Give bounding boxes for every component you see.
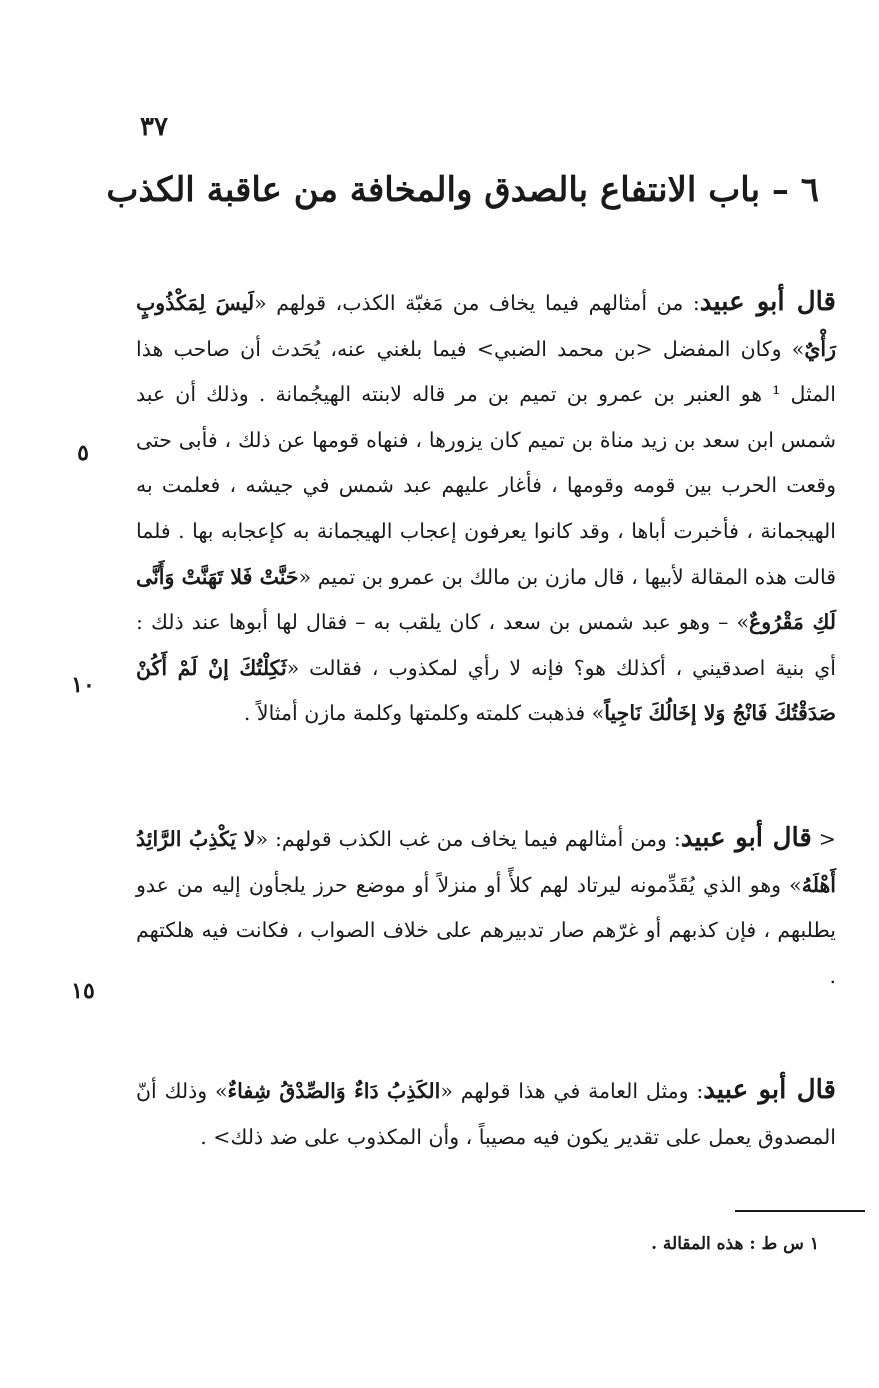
proverb-quote: ثَكِلْتُكَ إنْ لَمْ أَكُنْ صَدَقْتُكَ فَانْجُ وَلا إخَالُكَ نَاجِياً <box>136 655 836 726</box>
speaker-label: قال أبو عبيد <box>699 287 836 317</box>
margin-line-number: ١٠ <box>71 672 95 698</box>
speaker-colon: : <box>688 1079 704 1103</box>
footnote-divider <box>735 1210 865 1212</box>
paragraph-text: من أمثالهم فيما يخاف من مَغبّة الكذب، قولهم « <box>254 291 684 315</box>
paragraph-text: ومن أمثالهم فيما يخاف من غب الكذب قولهم: « <box>255 827 667 851</box>
speaker-label: قال أبو عبيد <box>680 823 812 853</box>
proverb-quote: الكَذِبُ دَاءٌ وَالصِّدْقُ شِفاءٌ <box>227 1079 441 1103</box>
paragraph-3 <box>136 1068 836 1160</box>
paragraph-text: » وذلك أنّ المصدوق يعمل على تقدير يكون فيه مصيباً ، وأن المكذوب على ضد ذلك> . <box>136 1079 836 1149</box>
margin-line-number: ٥ <box>77 440 89 466</box>
paragraph-text: » – وهو عبد شمس بن سعد ، كان يلقب به – فقال لها أبوها عند ذلك : أي بنية اصدقيني ، أكذلك هو؟ فإنه لا رأي لمكذوب ، فقالت « <box>136 610 837 680</box>
chapter-title: ٦ – باب الانتفاع بالصدق والمخافة من عاقبة الكذب <box>106 170 819 210</box>
speaker-colon: : <box>666 827 681 851</box>
speaker-label: قال أبو عبيد <box>703 1075 836 1105</box>
paragraph-1 <box>136 280 836 737</box>
proverb-quote: لَيسَ لِمَكْذُوبٍ رَأْيٌ <box>136 291 836 361</box>
margin-line-number: ١٥ <box>71 978 95 1004</box>
editorial-bracket: < <box>811 827 836 851</box>
proverb-quote: لا يَكْذِبُ الرَّائِدُ أَهْلَهُ <box>136 827 836 897</box>
paragraph-2 <box>136 816 836 999</box>
paragraph-text: » وكان المفضل <بن محمد الضبي> فيما بلغني عنه، يُحَدث أن صاحب هذا المثل ¹ هو العنبر بن عمرو بن تميم بن مر قاله لابنته الهيجُمانة . وذلك أن عبد شمس ابن سعد بن زيد مناة بن تميم كان يزورها ، فنهاه قومها عن ذلك ، فأبى حتى وقعت الحرب بين قومه وقومها ، فأغار عليهم عبد شمس في جيشه ، فعلمت به الهيجمانة ، فأخبرت أباها ، وقد كانوا يعرفون إعجاب الهيجمانة به كإعجابه بها . فلما قالت هذه المقالة لأبيها ، قال مازن بن مالك بن عمرو بن تميم « <box>136 336 836 589</box>
page-number: ٣٧ <box>140 112 168 142</box>
footnote: ١ س ط : هذه المقالة . <box>651 1234 819 1254</box>
paragraph-text: » فذهبت كلمته وكلمتها وكلمة مازن أمثالاً . <box>243 701 605 726</box>
speaker-colon: : <box>683 291 700 315</box>
paragraph-text: » وهو الذي يُقَدِّمونه ليرتاد لهم كلأً أو منزلاً أو موضع حرز يلجأون إليه من عدو يطلبهم ، فإن كذبهم أو غرّهم صار تدبيرهم على خلاف الصواب ، فكانت فيه هلكتهم . <box>136 872 836 988</box>
paragraph-text: ومثل العامة في هذا قولهم « <box>440 1079 689 1103</box>
proverb-quote: حَنَّتْ فَلا تَهَنَّتْ وَأَنَّى لَكِ مَقْرُوعٌ <box>136 564 836 635</box>
